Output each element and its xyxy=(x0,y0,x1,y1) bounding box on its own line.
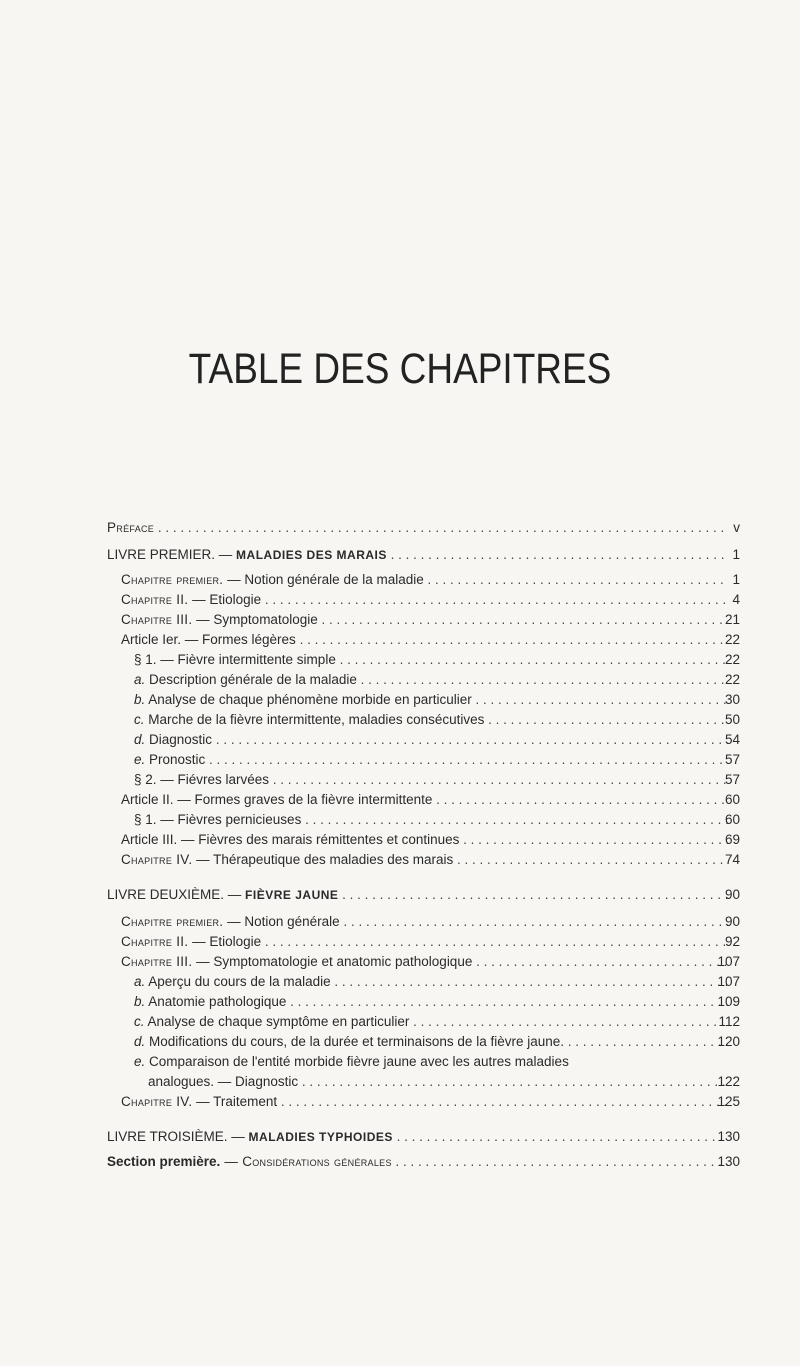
toc-entry[interactable] xyxy=(0,670,800,690)
toc-label xyxy=(121,952,728,972)
toc-label xyxy=(121,850,728,870)
toc-entry[interactable] xyxy=(0,1092,800,1112)
toc-page: 69 xyxy=(724,832,740,847)
toc-letter: d. xyxy=(134,1034,146,1049)
toc-letter: e. xyxy=(134,752,146,767)
toc-entry-preface[interactable] xyxy=(0,518,800,538)
toc-text: Aperçu du cours de la maladie xyxy=(145,974,331,989)
toc-page: 74 xyxy=(724,852,740,867)
toc-chapter-title: — Symptomatologie et anatomic pathologique xyxy=(192,954,473,969)
toc-label xyxy=(121,932,728,952)
toc-letter: b. xyxy=(134,994,146,1009)
toc-entry[interactable] xyxy=(0,730,800,750)
toc-label xyxy=(134,730,728,750)
toc-label xyxy=(107,545,728,565)
toc-label xyxy=(134,972,728,992)
toc-entry[interactable] xyxy=(0,590,800,610)
toc-label xyxy=(121,912,728,932)
toc-label xyxy=(134,992,728,1012)
toc-chapter-title: — Etiologie xyxy=(188,934,262,949)
toc-label: § 1. — Fièvres pernicieuses . . . xyxy=(134,810,728,830)
toc-page: 109 xyxy=(717,994,740,1009)
toc-page: 107 xyxy=(717,974,740,989)
toc-page: 60 xyxy=(724,792,740,807)
toc-page: 92 xyxy=(724,934,740,949)
toc-label: Article Ier. — Formes légères . . . xyxy=(121,630,728,650)
toc-text: Diagnostic xyxy=(145,732,213,747)
toc-page: 130 xyxy=(717,1129,740,1144)
toc-label: Préface . . . xyxy=(107,518,728,538)
toc-entry[interactable] xyxy=(0,992,800,1012)
toc-label-bold: FIÈVRE JAUNE xyxy=(245,888,339,902)
toc-entry[interactable] xyxy=(0,610,800,630)
toc-label xyxy=(107,1127,728,1147)
toc-entry[interactable] xyxy=(0,630,800,650)
toc-entry[interactable] xyxy=(0,770,800,790)
toc-entry-livre-premier[interactable] xyxy=(0,545,800,565)
toc-chapter-title: — Notion générale xyxy=(223,914,340,929)
toc-text: Pronostic xyxy=(145,752,206,767)
toc-text: Analyse de chaque phénomène morbide en particulier xyxy=(145,692,472,707)
toc-entry[interactable] xyxy=(0,650,800,670)
toc-page: v xyxy=(733,520,740,535)
toc-page: 4 xyxy=(732,592,740,607)
toc-entry[interactable] xyxy=(0,570,800,590)
toc-chapter: Chapitre II. xyxy=(121,592,189,607)
toc-page: 120 xyxy=(717,1034,740,1049)
toc-label xyxy=(121,590,728,610)
toc-page: 112 xyxy=(718,1014,740,1029)
toc-label: § 1. — Fièvre intermittente simple . . . xyxy=(134,650,728,670)
toc-label-bold: MALADIES DES MARAIS xyxy=(236,548,387,562)
toc-chapter: Chapitre IV. xyxy=(121,852,193,867)
toc-entry[interactable] xyxy=(0,1152,800,1172)
toc-label: Article III. — Fièvres des marais rémittentes et continues . . . xyxy=(121,830,728,850)
toc-text: Analyse de chaque symptôme en particulier xyxy=(144,1014,410,1029)
toc-page: 130 xyxy=(717,1154,740,1169)
toc-section: Section première. xyxy=(107,1154,221,1169)
toc-chapter: Chapitre premier. xyxy=(121,914,224,929)
toc-label: Article II. — Formes graves de la fièvre intermittente . . . xyxy=(121,790,728,810)
toc-entry[interactable] xyxy=(0,1032,800,1052)
toc-letter: c. xyxy=(134,712,145,727)
toc-chapter: Chapitre III. xyxy=(121,954,193,969)
toc-entry[interactable] xyxy=(0,932,800,952)
toc-entry[interactable] xyxy=(0,830,800,850)
toc-page: 22 xyxy=(724,672,740,687)
toc-text: Comparaison de l'entité morbide fièvre jaune avec les autres maladies xyxy=(145,1054,569,1069)
toc-page: 1 xyxy=(732,572,740,587)
toc-label: analogues. — Diagnostic . . . xyxy=(148,1072,728,1092)
toc-chapter: Chapitre IV. xyxy=(121,1094,193,1109)
toc-letter: a. xyxy=(134,974,146,989)
toc-entry[interactable] xyxy=(0,790,800,810)
toc-label xyxy=(134,1032,728,1052)
toc-label-bold: MALADIES TYPHOIDES xyxy=(248,1130,393,1144)
toc-chapter: Chapitre III. xyxy=(121,612,193,627)
toc-label xyxy=(134,710,728,730)
toc-chapter: Chapitre premier. xyxy=(121,572,224,587)
toc-text: Marche de la fièvre intermittente, maladies consécutives xyxy=(144,712,485,727)
toc-section-title: — Considérations générales xyxy=(220,1154,392,1169)
toc-label: § 2. — Fiévres larvées . . . xyxy=(134,770,728,790)
toc-entry[interactable] xyxy=(0,952,800,972)
toc-text: Anatomie pathologique xyxy=(145,994,287,1009)
toc-label xyxy=(134,1012,728,1032)
toc-entry[interactable] xyxy=(0,810,800,830)
toc-text: Description générale de la maladie xyxy=(145,672,357,687)
toc-chapter-title: — Notion générale de la maladie xyxy=(223,572,424,587)
toc-page: 90 xyxy=(724,887,740,902)
toc-letter: a. xyxy=(134,672,146,687)
toc-entry[interactable] xyxy=(0,912,800,932)
toc-page: 22 xyxy=(724,652,740,667)
toc-page: 57 xyxy=(724,752,740,767)
toc-label-prefix: LIVRE DEUXIÈME. — xyxy=(107,887,246,902)
toc-label xyxy=(121,1092,728,1112)
toc-entry[interactable] xyxy=(0,690,800,710)
toc-chapter-title: — Etiologie xyxy=(188,592,262,607)
toc-page: 30 xyxy=(724,692,740,707)
toc-entry[interactable] xyxy=(0,1072,800,1092)
toc-label xyxy=(134,690,728,710)
toc-chapter-title: — Symptomatologie xyxy=(192,612,318,627)
toc-entry[interactable] xyxy=(0,710,800,730)
toc-label-prefix: LIVRE PREMIER. — xyxy=(107,547,237,562)
toc-page: 54 xyxy=(724,732,740,747)
toc-label-prefix: LIVRE TROISIÈME. — xyxy=(107,1129,249,1144)
toc-letter: e. xyxy=(134,1054,146,1069)
toc-page: 107 xyxy=(717,954,740,969)
toc-label xyxy=(121,570,728,590)
toc-letter: b. xyxy=(134,692,146,707)
toc-entry[interactable] xyxy=(0,972,800,992)
toc-page: 22 xyxy=(724,632,740,647)
toc-page: 90 xyxy=(724,914,740,929)
toc-letter: d. xyxy=(134,732,146,747)
toc-label xyxy=(121,610,728,630)
toc-page: 21 xyxy=(724,612,740,627)
toc-page: 122 xyxy=(717,1074,740,1089)
toc-chapter-title: — Thérapeutique des maladies des marais xyxy=(192,852,454,867)
toc-letter: c. xyxy=(134,1014,145,1029)
toc-chapter: Chapitre II. xyxy=(121,934,189,949)
toc-label xyxy=(107,885,728,905)
toc-text: Modifications du cours, de la durée et terminaisons de la fièvre jaune. xyxy=(145,1034,564,1049)
toc-label xyxy=(134,670,728,690)
toc-label xyxy=(107,1152,728,1172)
toc-entry[interactable] xyxy=(0,850,800,870)
page-title: TABLE DES CHAPITRES xyxy=(188,345,612,393)
toc-page: 125 xyxy=(717,1094,740,1109)
toc-entry-first-line xyxy=(134,1052,569,1072)
toc-page: 60 xyxy=(724,812,740,827)
toc-entry-livre-troisieme[interactable] xyxy=(0,1127,800,1147)
toc-entry[interactable] xyxy=(0,750,800,770)
toc-entry-livre-deuxieme[interactable] xyxy=(0,885,800,905)
toc-page: 57 xyxy=(724,772,740,787)
toc-label xyxy=(134,750,728,770)
toc-page: 1 xyxy=(732,547,740,562)
toc-chapter-title: — Traitement xyxy=(192,1094,278,1109)
toc-page: 50 xyxy=(724,712,740,727)
toc-entry[interactable] xyxy=(0,1012,800,1032)
